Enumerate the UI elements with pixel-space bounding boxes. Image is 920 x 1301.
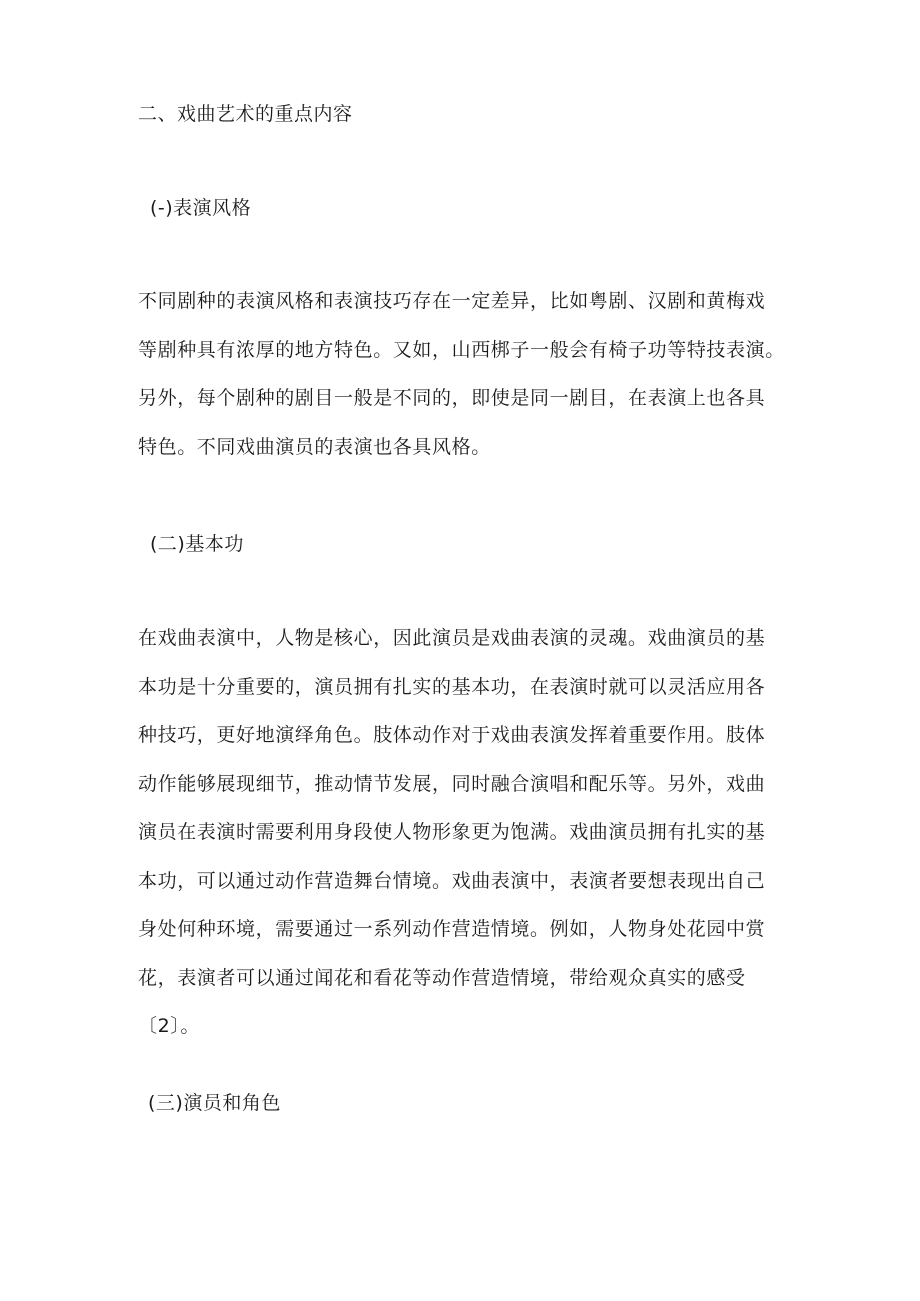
- section-title: 二、戏曲艺术的重点内容: [138, 103, 353, 125]
- paragraph-line: 种技巧，更好地演绎角色。肢体动作对于戏曲表演发挥着重要作用。肢体: [138, 724, 766, 746]
- paragraph-line: 动作能够展现细节，推动情节发展，同时融合演唱和配乐等。另外，戏曲: [138, 772, 766, 795]
- paragraph-line: 在戏曲表演中，人物是核心，因此演员是戏曲表演的灵魂。戏曲演员的基: [138, 627, 766, 649]
- paragraph-line: 等剧种具有浓厚的地方特色。又如，山西梆子一般会有椅子功等特技表演。: [138, 338, 785, 361]
- paragraph-performance-style: [138, 289, 788, 483]
- paragraph-line: 另外，每个剧种的剧目一般是不同的，即使是同一剧目，在表演上也各具: [138, 387, 766, 409]
- subsection-title-actors-and-roles: (三)演员和角色: [148, 1092, 281, 1114]
- paragraph-line: 本功是十分重要的，演员拥有扎实的基本功，在表演时就可以灵活应用各: [138, 675, 766, 698]
- paragraph-line: 演员在表演时需要利用身段使人物形象更为饱满。戏曲演员拥有扎实的基: [138, 821, 766, 843]
- paragraph-line: 〔2〕。: [138, 1015, 200, 1037]
- paragraph-line: 特色。不同戏曲演员的表演也各具风格。: [138, 435, 491, 458]
- paragraph-basic-skills: [138, 626, 788, 1063]
- subsection-title-basic-skills: (二)基本功: [150, 533, 244, 555]
- paragraph-line: 本功，可以通过动作营造舞台情境。戏曲表演中，表演者要想表现出自己: [138, 869, 766, 892]
- paragraph-line: 身处何种环境，需要通过一系列动作营造情境。例如，人物身处花园中赏: [138, 918, 766, 940]
- subsection-title-performance-style: (-)表演风格: [150, 197, 252, 219]
- paragraph-line: 花，表演者可以通过闻花和看花等动作营造情境，带给观众真实的感受: [138, 966, 746, 989]
- paragraph-line: 不同剧种的表演风格和表演技巧存在一定差异，比如粤剧、汉剧和黄梅戏: [138, 290, 766, 312]
